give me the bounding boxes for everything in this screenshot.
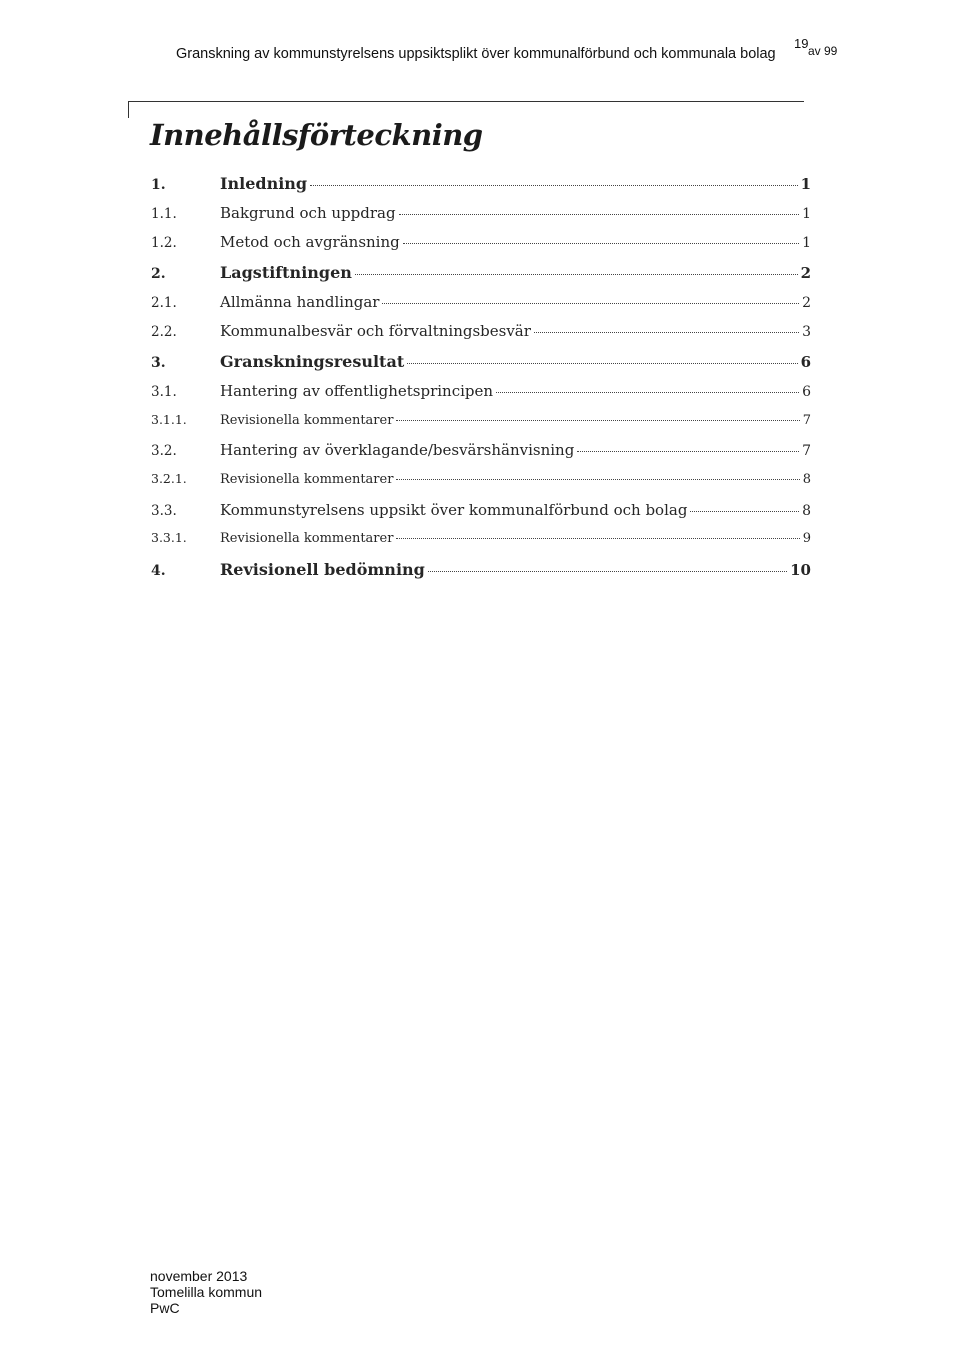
toc-entry-number: 1.1. bbox=[151, 205, 177, 222]
toc-entry-number: 2. bbox=[151, 266, 166, 283]
toc-entry-page: 1 bbox=[802, 205, 811, 222]
dot-leader bbox=[690, 511, 799, 512]
toc-entry-label: Bakgrund och uppdrag bbox=[220, 203, 396, 222]
dot-leader bbox=[382, 303, 799, 304]
toc-entry[interactable] bbox=[151, 412, 811, 442]
toc-entry[interactable] bbox=[151, 382, 811, 412]
toc-entry-number: 3.3.1. bbox=[151, 530, 187, 546]
dot-leader bbox=[396, 479, 799, 480]
page-total: av 99 bbox=[808, 44, 838, 58]
toc-entry-number: 3.1. bbox=[151, 383, 177, 400]
dot-leader bbox=[399, 214, 800, 215]
dot-leader bbox=[407, 363, 797, 364]
toc-entry-label: Granskningsresultat bbox=[220, 352, 405, 372]
toc-entry-page: 10 bbox=[790, 560, 811, 579]
header-rule-horizontal bbox=[128, 101, 804, 102]
toc-entry-page: 2 bbox=[800, 264, 811, 283]
toc-entry-page: 7 bbox=[802, 412, 811, 428]
toc-entry-label: Revisionella kommentarer bbox=[220, 412, 394, 428]
toc-entry-label: Inledning bbox=[220, 174, 308, 193]
toc-entry-page: 3 bbox=[802, 324, 811, 341]
toc-entry-page: 7 bbox=[802, 443, 811, 460]
footer-date: november 2013 bbox=[150, 1268, 248, 1284]
dot-leader bbox=[396, 538, 799, 539]
toc-entry[interactable] bbox=[151, 293, 811, 323]
toc-entry-page: 8 bbox=[802, 502, 811, 519]
page-footer bbox=[150, 1268, 262, 1316]
toc-title: Innehållsförteckning bbox=[150, 118, 483, 152]
dot-leader bbox=[310, 185, 797, 186]
toc-entry-number: 2.2. bbox=[151, 324, 177, 341]
toc-entry-label: Lagstiftningen bbox=[220, 263, 352, 283]
toc-entry-number: 3. bbox=[151, 355, 166, 372]
toc-entry[interactable] bbox=[151, 174, 811, 204]
dot-leader bbox=[396, 420, 799, 421]
toc-entry-number: 1.2. bbox=[151, 235, 177, 252]
toc-entry-label: Revisionella kommentarer bbox=[220, 471, 394, 487]
toc-entry-page: 8 bbox=[802, 471, 811, 487]
toc-entry-label: Revisionell bedömning bbox=[220, 559, 425, 579]
header-rule-vertical bbox=[128, 101, 129, 118]
running-header: Granskning av kommunstyrelsens uppsiktsplikt över kommunalförbund och kommunala bolag bbox=[176, 46, 776, 62]
toc-entry-label: Metod och avgränsning bbox=[220, 233, 400, 252]
toc-entry-number: 3.1.1. bbox=[151, 411, 187, 427]
page-number: 19 bbox=[794, 36, 809, 51]
dot-leader bbox=[428, 571, 787, 572]
toc-entry[interactable] bbox=[151, 560, 811, 590]
toc-entry-label: Revisionella kommentarer bbox=[220, 531, 394, 547]
toc-entry-number: 3.2.1. bbox=[151, 470, 187, 486]
dot-leader bbox=[534, 332, 799, 333]
toc-entry-label: Hantering av överklagande/besvärshänvisning bbox=[220, 441, 575, 460]
toc-entry-label: Kommunalbesvär och förvaltningsbesvär bbox=[220, 322, 531, 341]
toc-entry[interactable] bbox=[151, 322, 811, 352]
toc-entry-label: Allmänna handlingar bbox=[220, 292, 380, 311]
dot-leader bbox=[577, 451, 799, 452]
toc-entry-number: 2.1. bbox=[151, 294, 177, 311]
dot-leader bbox=[496, 392, 799, 393]
toc-entry[interactable] bbox=[151, 530, 811, 560]
dot-leader bbox=[403, 243, 799, 244]
footer-company: PwC bbox=[150, 1300, 180, 1316]
toc-entry-page: 9 bbox=[802, 531, 811, 547]
toc-entry[interactable] bbox=[151, 471, 811, 501]
toc-entry[interactable] bbox=[151, 441, 811, 471]
toc-entry[interactable] bbox=[151, 352, 811, 382]
toc-entry-page: 2 bbox=[802, 294, 811, 311]
toc-entry-number: 4. bbox=[151, 562, 166, 579]
toc-entry-label: Hantering av offentlighetsprincipen bbox=[220, 381, 494, 400]
toc-entry[interactable] bbox=[151, 204, 811, 234]
toc-entry-page: 1 bbox=[802, 235, 811, 252]
toc-entry-number: 3.3. bbox=[151, 502, 177, 519]
dot-leader bbox=[355, 274, 798, 275]
table-of-contents bbox=[151, 174, 811, 590]
toc-entry[interactable] bbox=[151, 233, 811, 263]
toc-entry-page: 1 bbox=[800, 175, 811, 193]
toc-entry[interactable] bbox=[151, 263, 811, 293]
footer-municipality: Tomelilla kommun bbox=[150, 1284, 263, 1300]
toc-entry-page: 6 bbox=[800, 353, 811, 372]
toc-entry[interactable] bbox=[151, 501, 811, 531]
toc-entry-number: 1. bbox=[151, 177, 166, 193]
toc-entry-page: 6 bbox=[802, 383, 811, 400]
toc-entry-label: Kommunstyrelsens uppsikt över kommunalförbund och bolag bbox=[220, 500, 688, 519]
toc-entry-number: 3.2. bbox=[151, 443, 177, 460]
